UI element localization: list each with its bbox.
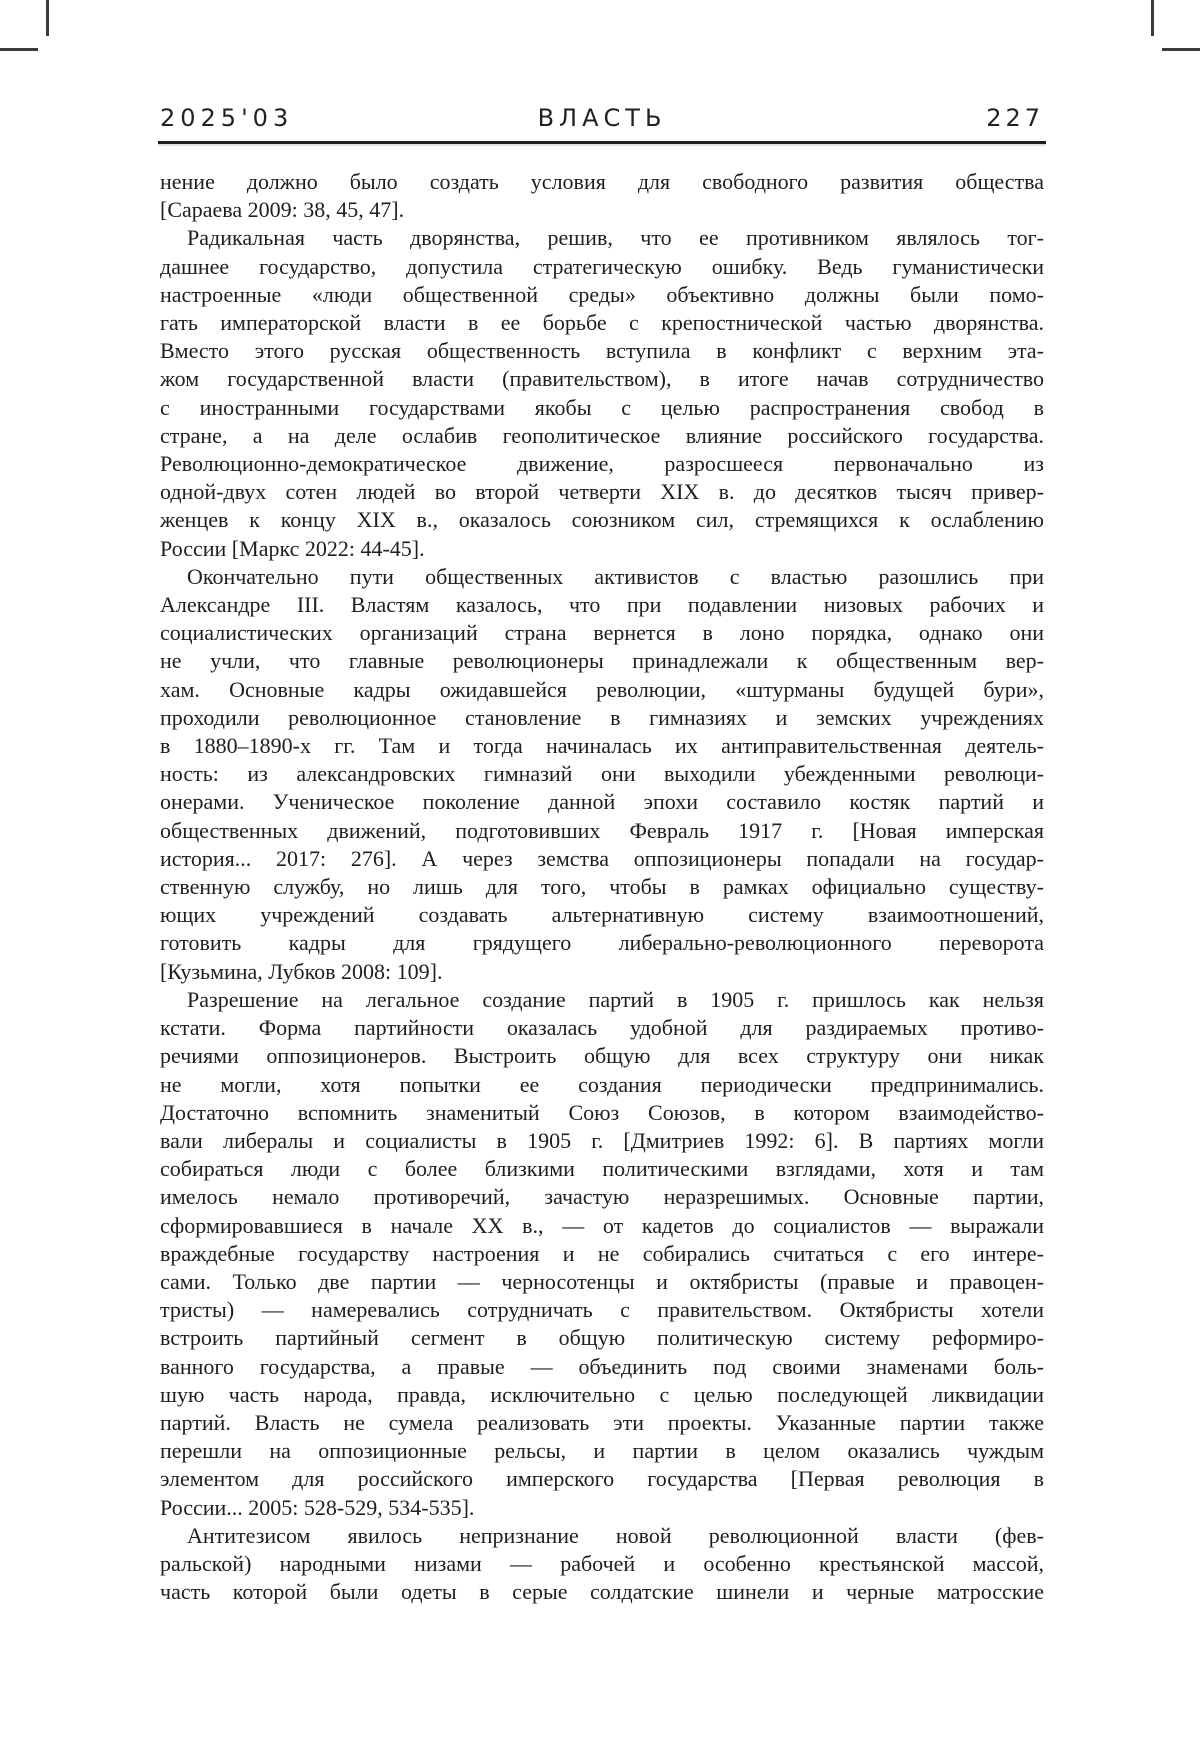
paragraph bbox=[160, 168, 1044, 224]
text-line: проходили революционное становление в гимназиях и земских учреждениях bbox=[160, 704, 1044, 730]
page-number: 227 bbox=[986, 104, 1044, 132]
text-line: социалистических организаций страна вернется в лоно порядка, однако они bbox=[160, 620, 1044, 646]
text-line: в 1880–1890-х гг. Там и тогда начиналась их антиправительственная деятель- bbox=[160, 733, 1044, 759]
text-line: общественных движений, подготовивших Февраль 1917 г. [Новая имперская bbox=[160, 817, 1044, 843]
text-line: гать императорской власти в ее борьбе с крепостнической частью дворянства. bbox=[160, 310, 1044, 336]
text-line: Достаточно вспомнить знаменитый Союз Союзов, в котором взаимодейство- bbox=[160, 1099, 1044, 1125]
text-line: Революционно-демократическое движение, разросшееся первоначально из bbox=[160, 451, 1044, 477]
paragraph bbox=[160, 224, 1044, 562]
text-line: сформировавшиеся в начале XX в., — от кадетов до социалистов — выражали bbox=[160, 1212, 1044, 1238]
text-line: ственную службу, но лишь для того, чтобы в рамках официально существу- bbox=[160, 874, 1044, 900]
text-line: часть которой были одеты в серые солдатские шинели и черные матросские bbox=[160, 1579, 1044, 1605]
text-line: с иностранными государствами якобы с целью распространения свобод в bbox=[160, 394, 1044, 420]
text-line: сами. Только две партии — черносотенцы и октябристы (правые и правоцен- bbox=[160, 1268, 1044, 1294]
text-line: собираться люди с более близкими политическими взглядами, хотя и там bbox=[160, 1156, 1044, 1182]
paragraph bbox=[160, 986, 1044, 1522]
text-line: не могли, хотя попытки ее создания периодически предпринимались. bbox=[160, 1071, 1044, 1097]
paragraph bbox=[160, 563, 1044, 986]
text-line: враждебные государству настроения и не собирались считаться с его интере- bbox=[160, 1240, 1044, 1266]
crop-mark-top-right-horizontal bbox=[1162, 48, 1200, 51]
text-line: встроить партийный сегмент в общую политическую систему реформиро- bbox=[160, 1325, 1044, 1351]
text-line: ральской) народными низами — рабочей и особенно крестьянской массой, bbox=[160, 1550, 1044, 1576]
journal-title: ВЛАСТЬ bbox=[537, 104, 667, 132]
paragraph bbox=[160, 1522, 1044, 1607]
text-line: кстати. Форма партийности оказалась удобной для раздираемых противо- bbox=[160, 1015, 1044, 1041]
text-line: вали либералы и социалисты в 1905 г. [Дмитриев 1992: 6]. В партиях могли bbox=[160, 1127, 1044, 1153]
crop-mark-top-left-horizontal bbox=[0, 48, 38, 51]
text-line: элементом для российского имперского государства [Первая революция в bbox=[160, 1466, 1044, 1492]
text-line: жом государственной власти (правительством), в итоге начав сотрудничество bbox=[160, 366, 1044, 392]
text-line: не учли, что главные революционеры принадлежали к общественным вер- bbox=[160, 648, 1044, 674]
text-line: ность: из александровских гимназий они выходили убежденными революци- bbox=[160, 761, 1044, 787]
text-line: Радикальная часть дворянства, решив, что ее противником являлось тог- bbox=[187, 225, 1044, 251]
header-rule bbox=[158, 141, 1046, 144]
text-line: шую часть народа, правда, исключительно с целью последующей ликвидации bbox=[160, 1381, 1044, 1407]
text-line: партий. Власть не сумела реализовать эти проекты. Указанные партии также bbox=[160, 1409, 1044, 1435]
text-line: [Сараева 2009: 38, 45, 47]. bbox=[160, 197, 405, 223]
text-line: нение должно было создать условия для свободного развития общества bbox=[160, 169, 1044, 194]
text-line: имелось немало противоречий, зачастую неразрешимых. Основные партии, bbox=[160, 1184, 1044, 1210]
text-line: речиями оппозиционеров. Выстроить общую для всех структуру они никак bbox=[160, 1043, 1044, 1069]
journal-issue: 2025'03 bbox=[160, 104, 294, 132]
text-line: Вместо этого русская общественность вступила в конфликт с верхним эта- bbox=[160, 338, 1044, 364]
text-line: Антитезисом явилось непризнание новой революционной власти (фев- bbox=[187, 1522, 1044, 1548]
text-line: стране, а на деле ослабив геополитическое влияние российского государства. bbox=[160, 422, 1044, 448]
text-line: ющих учреждений создавать альтернативную систему взаимоотношений, bbox=[160, 902, 1044, 928]
text-line: перешли на оппозиционные рельсы, и партии в целом оказались чуждым bbox=[160, 1438, 1044, 1464]
running-head bbox=[160, 104, 1044, 136]
text-line: [Кузьмина, Лубков 2008: 109]. bbox=[160, 958, 443, 984]
text-line: ванного государства, а правые — объединить под своими знаменами боль- bbox=[160, 1353, 1044, 1379]
page-body bbox=[160, 168, 1044, 1606]
text-line: одной-двух сотен людей во второй четверти XIX в. до десятков тысяч привер- bbox=[160, 479, 1044, 505]
text-line: настроенные «люди общественной среды» объективно должны были помо- bbox=[160, 281, 1044, 307]
text-line: Разрешение на легальное создание партий в 1905 г. пришлось как нельзя bbox=[187, 986, 1044, 1012]
crop-mark-top-right-vertical bbox=[1151, 0, 1154, 36]
text-line: дашнее государство, допустила стратегическую ошибку. Ведь гуманистически bbox=[160, 253, 1044, 279]
text-line: России... 2005: 528-529, 534-535]. bbox=[160, 1494, 475, 1520]
text-line: история... 2017: 276]. А через земства оппозиционеры попадали на государ- bbox=[160, 845, 1044, 871]
text-line: Окончательно пути общественных активистов с властью разошлись при bbox=[187, 563, 1044, 589]
text-line: тристы) — намеревались сотрудничать с правительством. Октябристы хотели bbox=[160, 1297, 1044, 1323]
text-line: женцев к концу XIX в., оказалось союзником сил, стремящихся к ослаблению bbox=[160, 507, 1044, 533]
text-line: онерами. Ученическое поколение данной эпохи составило костяк партий и bbox=[160, 789, 1044, 815]
text-line: готовить кадры для грядущего либерально-революционного переворота bbox=[160, 930, 1044, 956]
text-line: России [Маркс 2022: 44-45]. bbox=[160, 535, 425, 561]
text-line: хам. Основные кадры ожидавшейся революции, «штурманы будущей бури», bbox=[160, 676, 1044, 702]
crop-mark-top-left-vertical bbox=[46, 0, 49, 36]
text-line: Александре III. Властям казалось, что при подавлении низовых рабочих и bbox=[160, 592, 1044, 618]
